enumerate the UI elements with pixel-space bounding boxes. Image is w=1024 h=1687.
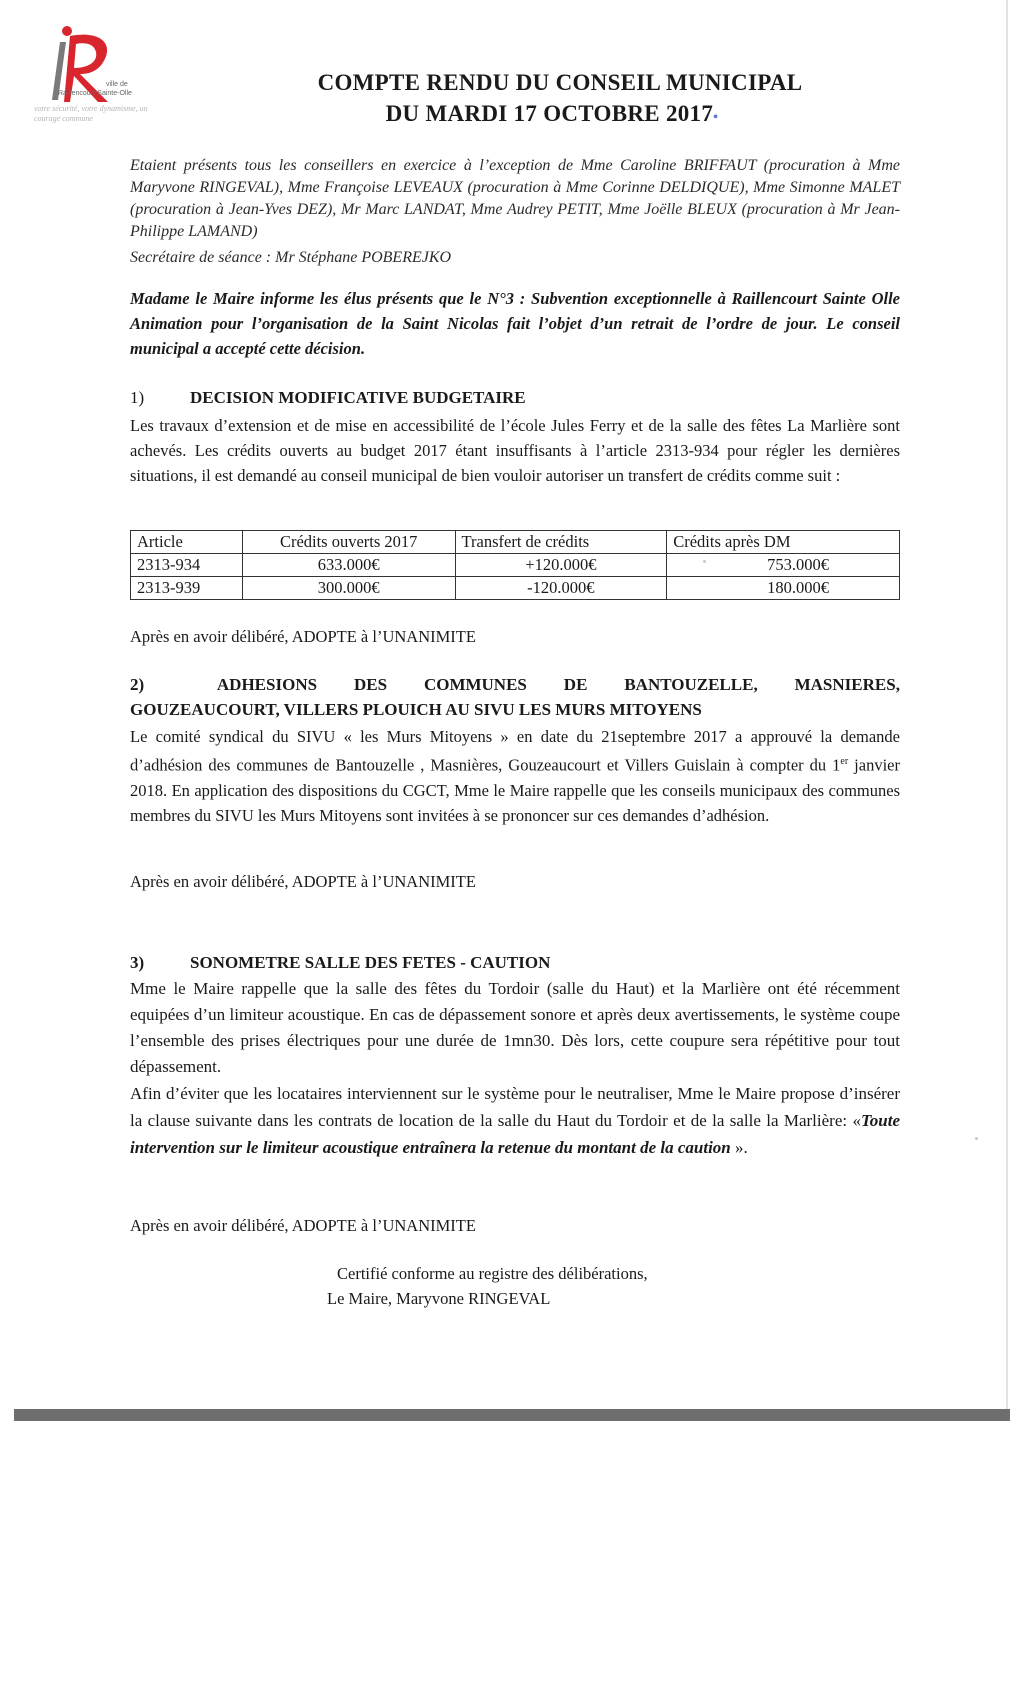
attendance-paragraph: Etaient présents tous les conseillers en exercice à l’exception de Mme Caroline BRIFFAUT (procuration à Mme Maryvone RINGEVAL), Mme Françoise LEVEAUX (procuration à Mme Corinne DELDIQUE), Mme Simonne MALET (procuration à Jean-Yves DEZ), Mr Marc LANDAT, Mme Audrey PETIT, Mme Joëlle BLEUX (procuration à Mr Jean-Philippe LAMAND) [130,157,900,240]
section3-clause-quote: Toute intervention sur le limiteur acoustique entraînera la retenue du montant de la caution [130,1111,900,1157]
cell-credits-apres: 180.000€ [667,577,900,600]
section1-number: 1) [130,388,145,407]
cell-transfert: +120.000€ [455,554,667,577]
section3-adopt: Après en avoir délibéré, ADOPTE à l’UNANIMITE [130,1216,476,1235]
section1-body: Les travaux d’extension et de mise en accessibilité de l’école Jules Ferry et de la salle des fêtes La Marlière sont achevés. Les crédits ouverts au budget 2017 étant insuffisants à l’article 2313-934 pour régler les dernières situations, il est demandé au conseil municipal de bien vouloir autoriser un transfert de crédits comme suit : [130,416,900,485]
header-credits-ouverts: Crédits ouverts 2017 [242,531,455,554]
section2-body-sup: er [840,756,849,767]
section3-body2-part1: Afin d’éviter que les locataires interviennent sur le système pour le neutraliser, Mme le Maire propose d’insérer la clause suivante dans les contrats de location de la salle du Haut du Tordoir et de la salle la Marlière: « [130,1084,900,1130]
section2-heading-word: DES [353,675,388,694]
cell-article: 2313-934 [131,554,243,577]
header-transfert: Transfert de crédits [455,531,667,554]
page-subtitle-text: DU MARDI 17 OCTOBRE 2017 [385,101,714,126]
logo-tagline: votre sécurité, votre dynamisme, un courage commune [34,104,148,123]
section2-body-part2: janvier 2018. En application des dispositions du CGCT, Mme le Maire rappelle que les conseils municipaux des communes membres du SIVU les Murs Mitoyens sont invitées à se prononcer sur ces demandes d’adhésion. [130,755,900,825]
section3-body2-part2: ». [730,1138,748,1157]
section2-body-part1: Le comité syndical du SIVU « les Murs Mitoyens » en date du 21septembre 2017 a approuvé la demande d’adhésion des communes de Bantouzelle , Masnières, Gouzeaucourt et Villers Guislain à compter du 1 [130,727,900,775]
mayor-announcement: Madame le Maire informe les élus présents que le N°3 : Subvention exceptionnelle à Raillencourt Sainte Olle Animation pour l’organisation de la Saint Nicolas fait l’objet d’un retrait de l’ordre de jour. Le conseil municipal a accepté cette décision. [130,289,900,358]
section2-heading-line2: GOUZEAUCOURT, VILLERS PLOUICH AU SIVU LES MURS MITOYENS [130,700,702,719]
scan-speck [703,560,706,563]
section2-heading-word: DE [563,675,588,694]
section3-number: 3) [130,953,145,972]
signature-certification: Certifié conforme au registre des délibérations, [337,1264,648,1283]
scan-edge-divider [1006,0,1008,1420]
section1-heading [130,388,526,408]
cell-credits-ouverts: 300.000€ [242,577,455,600]
section2-number: 2) [130,675,145,694]
page-title: COMPTE RENDU DU CONSEIL MUNICIPAL [317,70,803,95]
section2-adopt: Après en avoir délibéré, ADOPTE à l’UNANIMITE [130,872,476,891]
table-row [131,554,900,577]
signature-block [327,1261,648,1311]
section2-heading-word: COMMUNES [423,675,527,694]
scan-speck [975,1137,978,1140]
section2-heading-word: ADHESIONS [216,675,318,694]
page-subtitle [40,101,1024,127]
session-secretary: Secrétaire de séance : Mr Stéphane POBEREJKO [130,249,452,266]
logo-caption-line1: ville de [106,81,128,88]
table-header-row [131,531,900,554]
section2-heading-word: MASNIERES, [794,675,900,694]
signature-mayor: Le Maire, Maryvone RINGEVAL [327,1289,551,1308]
section1-adopt: Après en avoir délibéré, ADOPTE à l’UNANIMITE [130,627,476,646]
section3-heading [130,953,550,973]
cell-transfert: -120.000€ [455,577,667,600]
cell-credits-apres: 753.000€ [667,554,900,577]
logo-caption-line2: Raillencourt-Sainte-Olle [58,90,132,97]
section3-body2 [130,1080,900,1161]
header-article: Article [131,531,243,554]
section2-heading [130,675,900,695]
table-row [131,577,900,600]
section2-heading-word: BANTOUZELLE, [624,675,758,694]
cell-credits-ouverts: 633.000€ [242,554,455,577]
section3-body1: Mme le Maire rappelle que la salle des fêtes du Tordoir (salle du Haut) et la Marlière ont été récemment equipées d’un limiteur acoustique. En cas de dépassement sonore et après deux avertissements, le système coupe l’ensemble des prises électriques pour une durée de 1mn30. Dès lors, cette coupure sera répétitive pour tout dépassement. [130,979,900,1076]
budget-transfer-table [130,530,900,600]
section1-title: DECISION MODIFICATIVE BUDGETAIRE [190,388,526,407]
pen-mark-icon: • [713,110,719,125]
section3-title: SONOMETRE SALLE DES FETES - CAUTION [190,953,551,972]
cell-article: 2313-939 [131,577,243,600]
section2-body [130,724,900,828]
footer-bar [14,1409,1010,1421]
header-credits-apres: Crédits après DM [667,531,900,554]
